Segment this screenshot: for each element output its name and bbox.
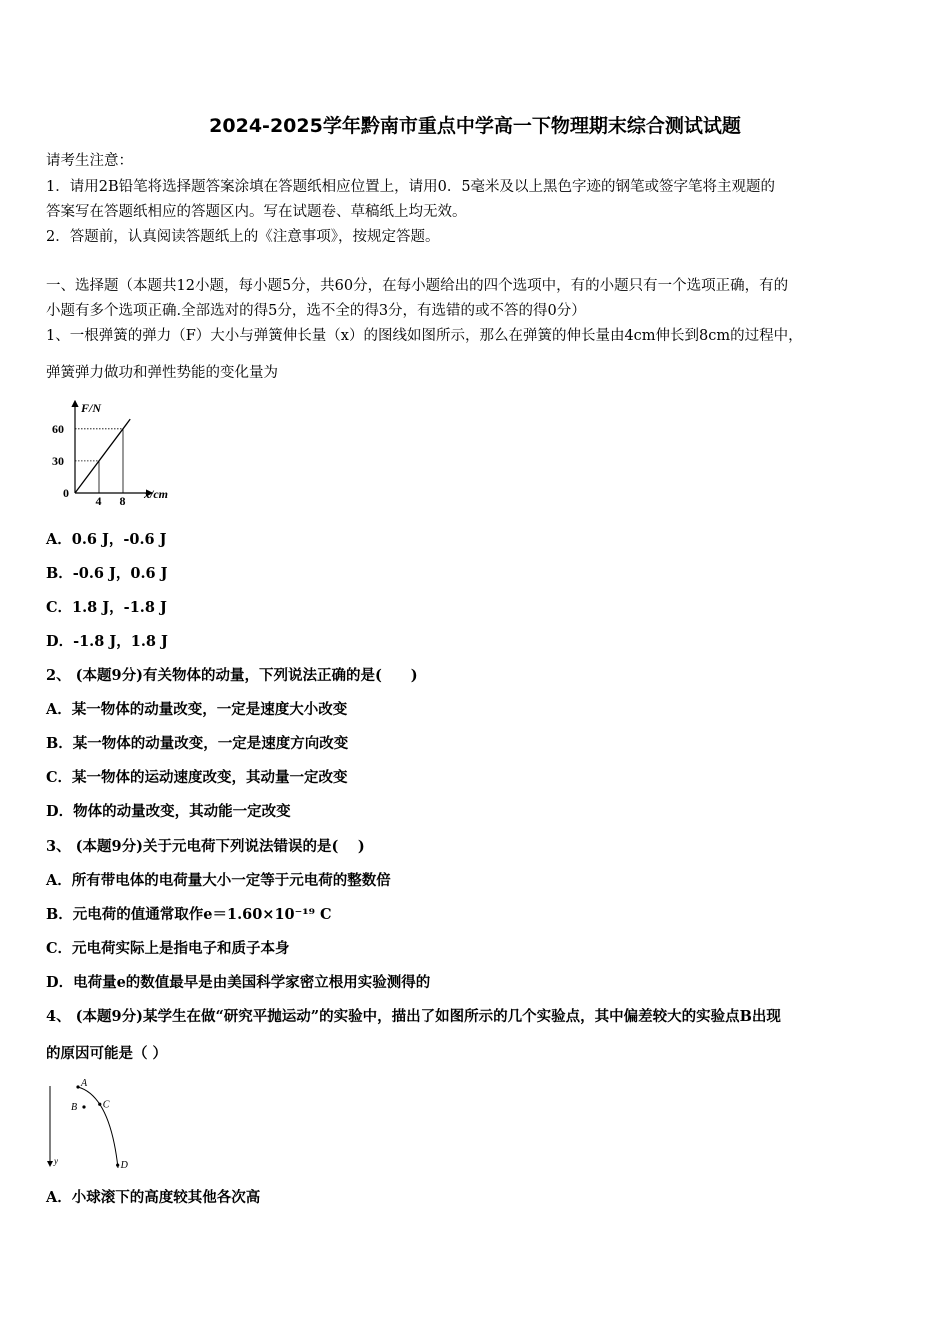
q1-stem-line-1: 1、一根弹簧的弹力（F）大小与弹簧伸长量（x）的图线如图所示，那么在弹簧的伸长量由4cm伸长到8cm的过程中， [46, 328, 803, 344]
y-axis-label: F/N [81, 401, 102, 415]
x-axis-label: x/cm [144, 487, 168, 501]
y-tick-label: 60 [52, 421, 64, 436]
point-label-b: B [71, 1102, 78, 1113]
point-c [98, 1103, 101, 1106]
page-title: 2024-2025学年黔南市重点中学高一下物理期末综合测试试题 [209, 115, 741, 137]
q1-option-d[interactable]: D．-1.8 J，1.8 J [46, 633, 168, 650]
point-a [76, 1085, 79, 1088]
point-label-a: A [81, 1078, 88, 1089]
notice-header: 请考生注意： [46, 153, 133, 169]
q2-option-b[interactable]: B．某一物体的动量改变，一定是速度方向改变 [46, 735, 349, 752]
q2-option-c[interactable]: C．某一物体的运动速度改变，其动量一定改变 [46, 769, 348, 786]
q4-option-a[interactable]: A．小球滚下的高度较其他各次高 [46, 1189, 261, 1206]
x-tick-label: 8 [119, 494, 126, 508]
projectile-diagram [40, 1076, 140, 1176]
section-intro-line-2: 小题有多个选项正确.全部选对的得5分，选不全的得3分，有选错的或不答的得0分） [46, 303, 586, 319]
notice-line-2: 答案写在答题纸相应的答题区内。写在试题卷、草稿纸上均无效。 [46, 204, 467, 220]
q1-option-b[interactable]: B．-0.6 J，0.6 J [46, 565, 168, 582]
section-intro-line-1: 一、选择题（本题共12小题，每小题5分，共60分，在每小题给出的四个选项中，有的小题只有一个选项正确，有的 [46, 278, 789, 294]
q2-stem: 2、 (本题9分)有关物体的动量，下列说法正确的是( ) [46, 667, 418, 684]
series-line [75, 419, 130, 493]
q1-option-a[interactable]: A．0.6 J，-0.6 J [46, 531, 167, 548]
origin-label: 0 [63, 486, 69, 500]
y-label: y [54, 1156, 58, 1166]
point-b [82, 1105, 85, 1108]
q3-option-a[interactable]: A．所有带电体的电荷量大小一定等于元电荷的整数倍 [46, 872, 391, 889]
point-d [116, 1164, 119, 1167]
trajectory-curve [78, 1087, 118, 1168]
point-label-d: D [120, 1160, 128, 1172]
y-tick-label: 30 [52, 453, 64, 468]
q4-stem-line-2: 的原因可能是（ ） [46, 1045, 168, 1062]
q1-option-c[interactable]: C．1.8 J，-1.8 J [46, 599, 167, 616]
x-tick-label: 4 [95, 494, 102, 508]
spring-force-chart [40, 393, 190, 508]
q3-stem: 3、 (本题9分)关于元电荷下列说法错误的是( ) [46, 838, 365, 855]
notice-line-3: 2．答题前，认真阅读答题纸上的《注意事项》，按规定答题。 [46, 229, 440, 245]
q3-option-b[interactable]: B．元电荷的值通常取作e＝1.60×10⁻¹⁹ C [46, 906, 332, 923]
q2-option-a[interactable]: A．某一物体的动量改变，一定是速度大小改变 [46, 701, 348, 718]
point-label-c: C [102, 1099, 110, 1111]
q2-option-d[interactable]: D．物体的动量改变，其动能一定改变 [46, 803, 291, 820]
notice-line-1: 1．请用2B铅笔将选择题答案涂填在答题纸相应位置上，请用0．5毫米及以上黑色字迹的钢笔或签字笔将主观题的 [46, 179, 776, 195]
q3-option-c[interactable]: C．元电荷实际上是指电子和质子本身 [46, 940, 290, 957]
q1-stem-line-2: 弹簧弹力做功和弹性势能的变化量为 [46, 365, 278, 381]
q3-option-d[interactable]: D．电荷量e的数值最早是由美国科学家密立根用实验测得的 [46, 974, 431, 991]
q4-stem-line-1: 4、 (本题9分)某学生在做“研究平抛运动”的实验中，描出了如图所示的几个实验点，其中偏差较大的实验点B出现 [46, 1008, 781, 1025]
